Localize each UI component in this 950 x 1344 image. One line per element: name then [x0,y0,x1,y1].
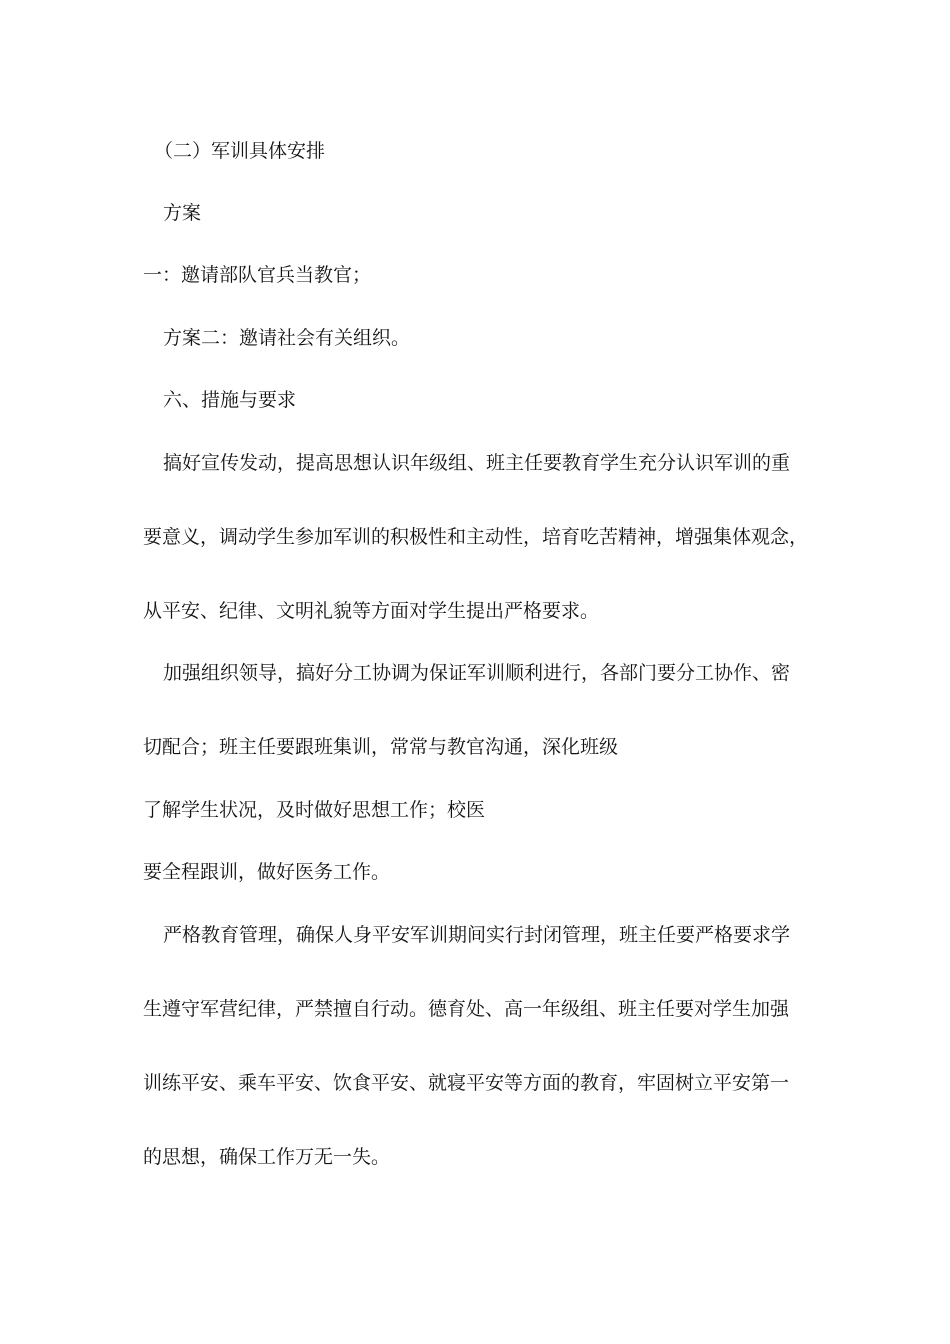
paragraph-publicity-line-1: 搞好宣传发动，提高思想认识年级组、班主任要教育学生充分认识军训的重 [163,452,791,474]
paragraph-management-line-1: 严格教育管理，确保人身平安军训期间实行封闭管理，班主任要严格要求学 [163,924,791,946]
paragraph-management-line-3: 训练平安、乘车平安、饮食平安、就寝平安等方面的教育，牢固树立平安第一 [143,1072,790,1094]
paragraph-organization-line-4: 要全程跟训，做好医务工作。 [143,861,391,883]
text-line-plan-one: 一：邀请部队官兵当教官； [143,264,372,286]
paragraph-publicity-line-2: 要意义，调动学生参加军训的积极性和主动性，培育吃苦精神，增强集体观念， [143,526,809,548]
text-line-plan: 方案 [163,202,202,224]
paragraph-management-line-2: 生遵守军营纪律，严禁擅自行动。德育处、高一年级组、班主任要对学生加强 [143,998,790,1020]
paragraph-management-line-4: 的思想，确保工作万无一失。 [143,1146,391,1168]
section-heading-military-training-arrangement: （二）军训具体安排 [154,140,326,162]
paragraph-organization-line-2: 切配合；班主任要跟班集训，常常与教官沟通，深化班级 [143,736,619,758]
paragraph-organization-line-1: 加强组织领导，搞好分工协调为保证军训顺利进行，各部门要分工协作、密 [163,662,791,684]
paragraph-publicity-line-3: 从平安、纪律、文明礼貌等方面对学生提出严格要求。 [143,600,600,622]
section-heading-measures: 六、措施与要求 [163,389,297,411]
paragraph-organization-line-3: 了解学生状况，及时做好思想工作；校医 [143,799,486,821]
text-line-plan-two: 方案二：邀请社会有关组织。 [163,327,411,349]
